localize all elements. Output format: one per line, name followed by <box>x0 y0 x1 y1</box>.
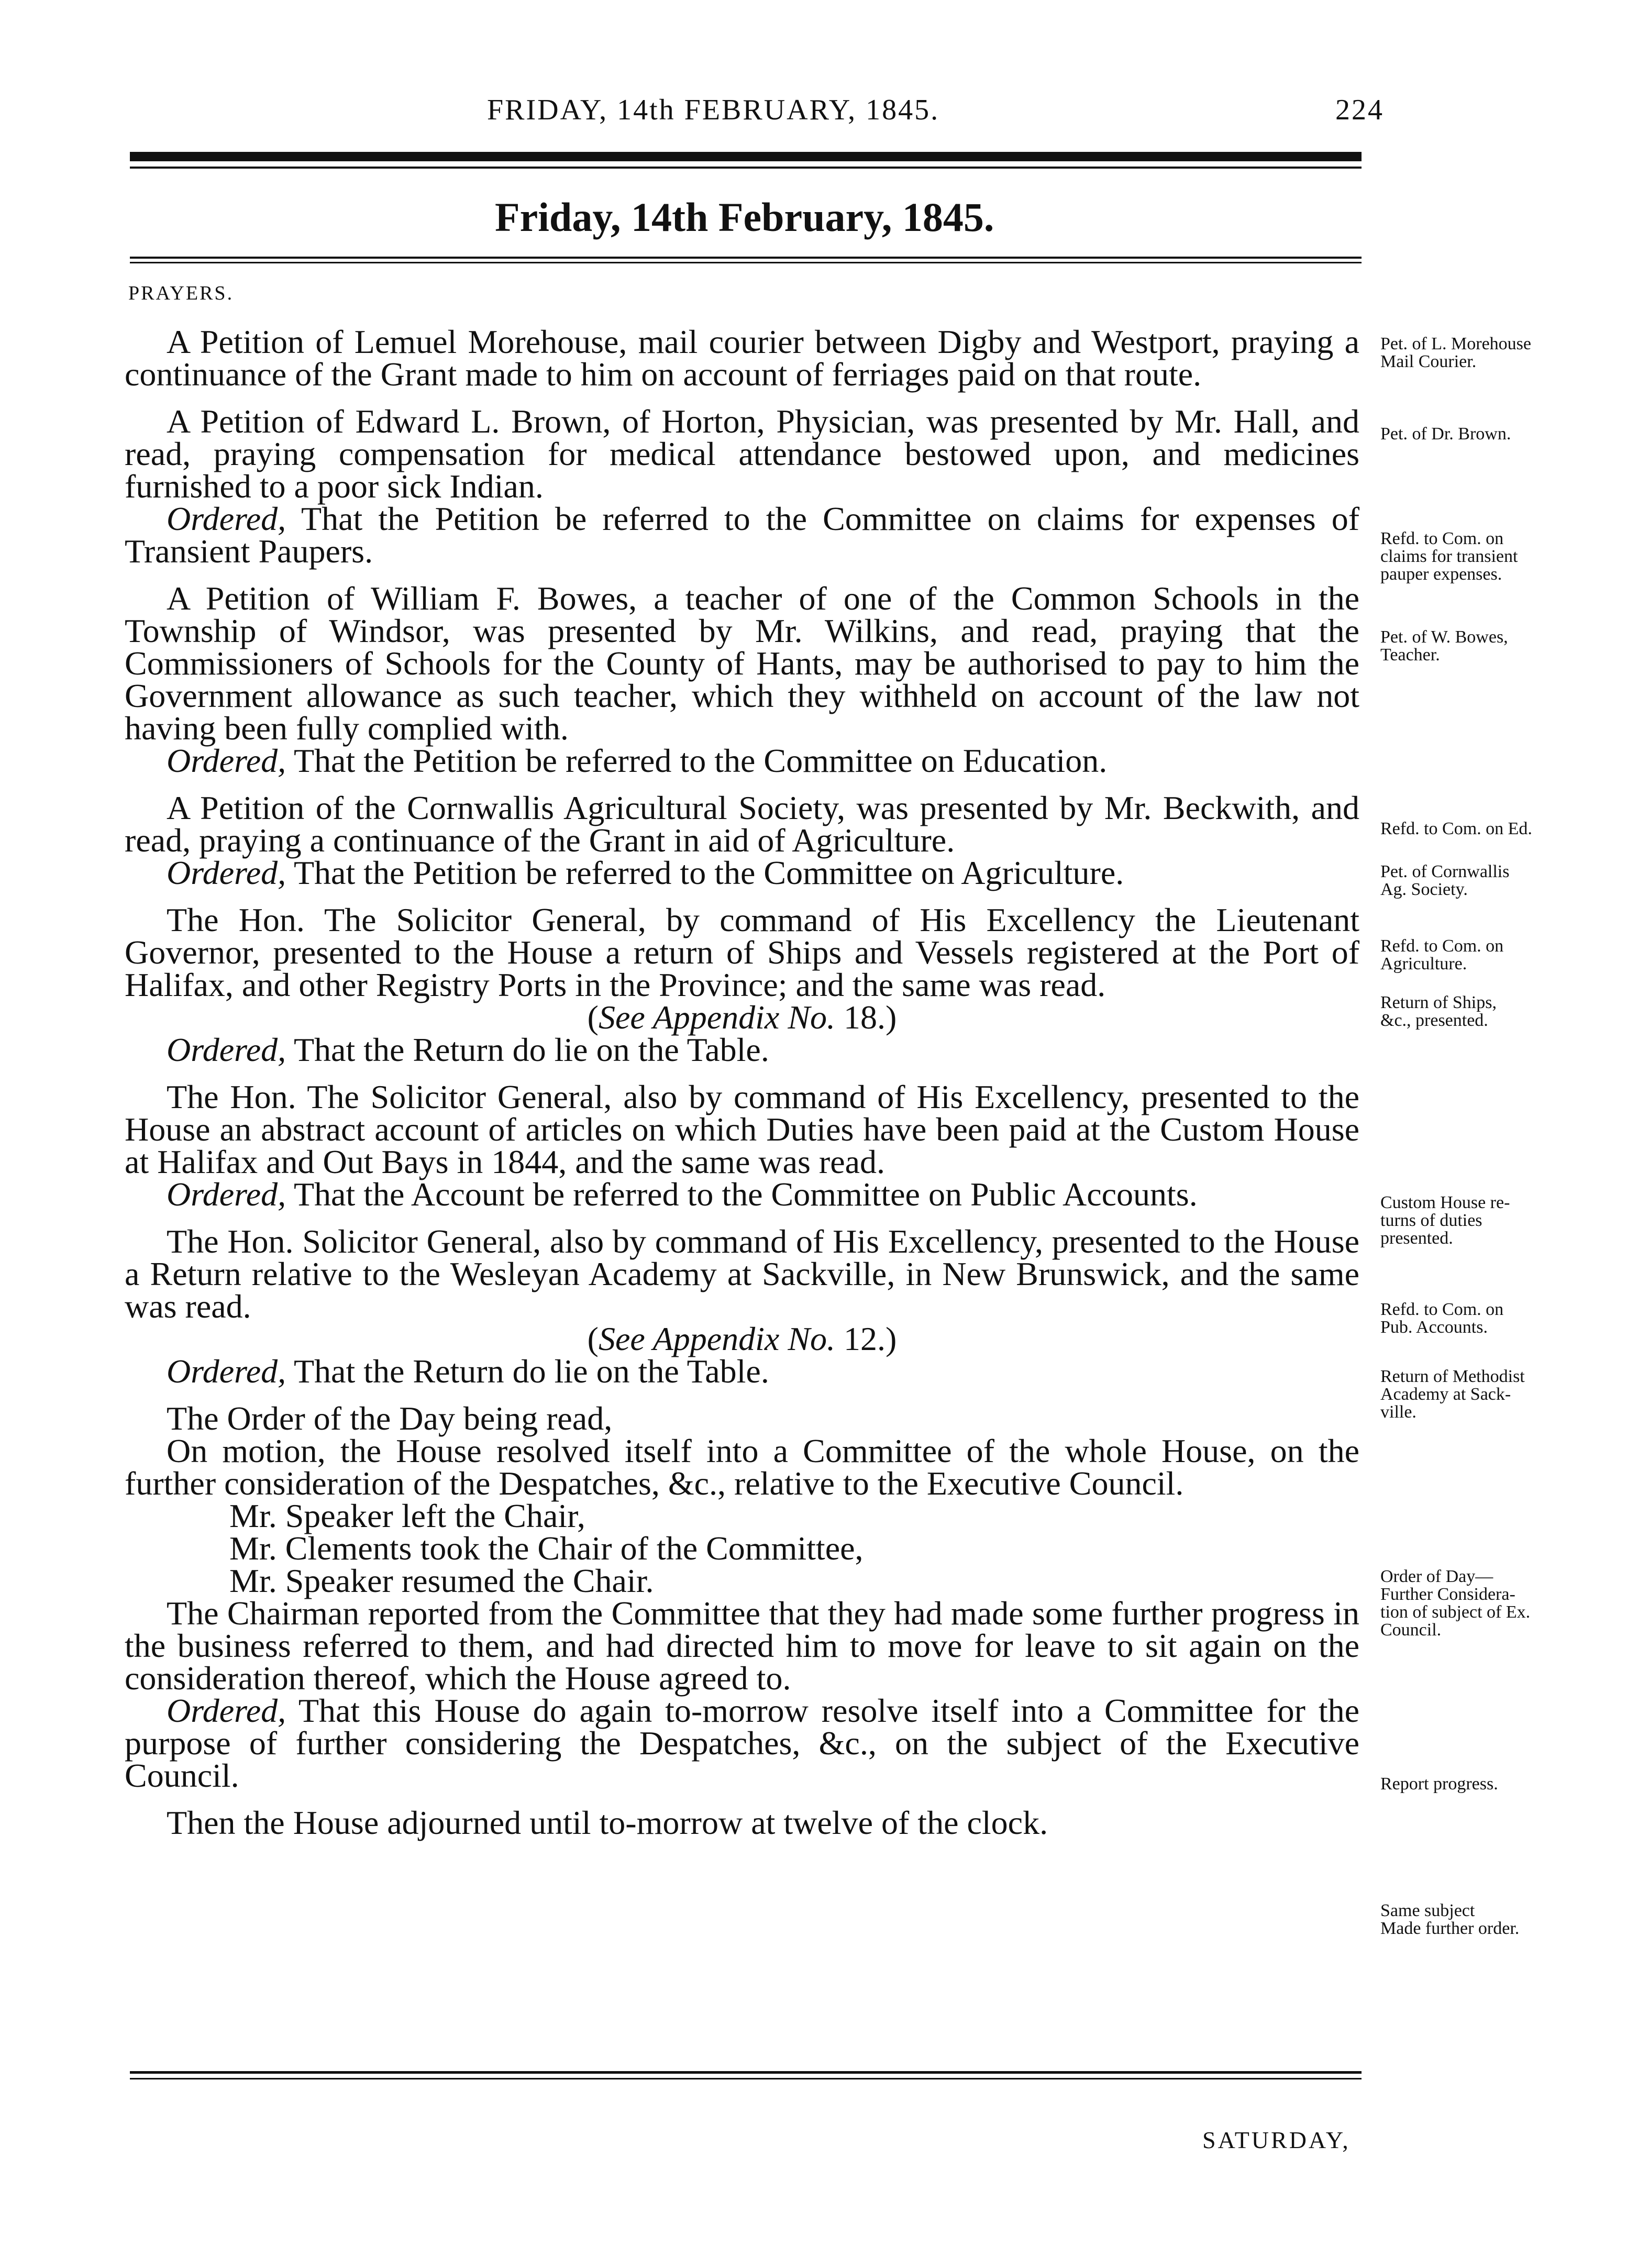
footer-rule-1 <box>130 2071 1362 2074</box>
margin-note-public-accounts: Refd. to Com. on Pub. Accounts. <box>1380 1300 1504 1337</box>
margin-note-custom-house: Custom House re- turns of duties presented. <box>1380 1193 1510 1248</box>
margin-note-wesleyan: Return of Methodist Academy at Sack- ville. <box>1380 1367 1525 1422</box>
title-rule-1 <box>130 257 1362 259</box>
page-number: 224 <box>1335 94 1384 126</box>
ordered-label: Ordered, <box>167 742 286 779</box>
ordered-committee-tomorrow <box>125 1692 1360 1794</box>
ordered-paupers <box>125 500 1360 570</box>
appendix-see: See Appendix <box>598 999 780 1036</box>
speaker-resumed-chair: Mr. Speaker resumed the Chair. <box>229 1562 654 1599</box>
catchword: SATURDAY, <box>1202 2127 1351 2153</box>
header-rule-thin <box>130 167 1362 169</box>
margin-note-education: Refd. to Com. on Ed. <box>1380 819 1532 838</box>
appendix-no: No. <box>788 1320 836 1357</box>
margin-note-ships: Return of Ships, &c., presented. <box>1380 993 1497 1030</box>
speaker-left-chair: Mr. Speaker left the Chair, <box>229 1497 585 1534</box>
paragraph-on-motion: On motion, the House resolved itself into a Committee of the whole House, on the further consideration of the Despatches, &c., relative to the Executive Council. <box>125 1432 1359 1502</box>
margin-note-morehouse: Pet. of L. Morehouse Mail Courier. <box>1380 334 1532 371</box>
paragraph-cornwallis-petition: A Petition of the Cornwallis Agricultural Society, was presented by Mr. Beckwith, and read, praying a continuance of the Grant in aid of Agriculture. <box>125 789 1359 859</box>
ordered-education <box>125 742 1359 779</box>
ordered-agriculture <box>125 854 1359 891</box>
ordered-table-2-text: That the Return do lie on the Table. <box>293 1353 769 1390</box>
ordered-education-text: That the Petition be referred to the Committee on Education. <box>293 742 1108 779</box>
ordered-committee-tomorrow-text: That this House do again to-morrow resolve itself into a Committee for the purpose of further considering the Despatches, &c., on the subject of the Executive Council. <box>125 1692 1360 1794</box>
margin-note-bowes: Pet. of W. Bowes, Teacher. <box>1380 627 1508 665</box>
ordered-label: Ordered, <box>167 854 286 891</box>
appendix-no: No. <box>788 999 836 1036</box>
paragraph-bowes-petition: A Petition of William F. Bowes, a teacher of one of the Common Schools in the Township of Windsor, was presented by Mr. Wilkins, and read, praying that the Commissioners of Schools for the County of Hants, may be authorised to pay to him the Government allowance as such teacher, which they withheld on account of the law not having been fully complied with. <box>125 580 1359 747</box>
paragraph-ships-return: The Hon. The Solicitor General, by command of His Excellency the Lieutenant Governor, presented to the House a return of Ships and Vessels registered at the Port of Halifax, and other Registry Ports in the Province; and the same was read. <box>125 901 1359 1003</box>
ordered-table-1 <box>125 1031 1359 1068</box>
clements-took-chair: Mr. Clements took the Chair of the Committee, <box>229 1530 864 1567</box>
running-header: FRIDAY, 14th FEBRUARY, 1845. <box>487 94 940 126</box>
margin-note-paupers: Refd. to Com. on claims for transient pauper expenses. <box>1380 529 1518 584</box>
margin-note-same-subject: Same subject Made further order. <box>1380 1901 1520 1938</box>
appendix-see: See Appendix <box>598 1320 780 1357</box>
paragraph-wesleyan-academy: The Hon. Solicitor General, also by command of His Excellency, presented to the House a Return relative to the Wesleyan Academy at Sackville, in New Brunswick, and the same was read. <box>125 1223 1359 1325</box>
ordered-label: Ordered, <box>167 1353 286 1390</box>
ordered-agriculture-text: That the Petition be referred to the Committee on Agriculture. <box>293 854 1124 891</box>
page-title: Friday, 14th February, 1845. <box>495 194 994 240</box>
ordered-table-1-text: That the Return do lie on the Table. <box>293 1031 769 1068</box>
margin-note-brown: Pet. of Dr. Brown. <box>1380 424 1511 444</box>
margin-note-report-progress: Report progress. <box>1380 1774 1498 1794</box>
title-rule-2 <box>130 262 1362 263</box>
ordered-paupers-text: That the Petition be referred to the Committee on claims for expenses of Transient Paupers. <box>125 500 1360 570</box>
paragraph-chairman-report: The Chairman reported from the Committee that they had made some further progress in the business referred to them, and had directed him to move for leave to sit again on the consideration thereof, which the House agreed to. <box>125 1595 1359 1697</box>
paragraph-brown-petition: A Petition of Edward L. Brown, of Horton, Physician, was presented by Mr. Hall, and read, praying compensation for medical attendance bestowed upon, and medicines furnished to a poor sick Indian. <box>125 403 1359 505</box>
ordered-label: Ordered, <box>167 1031 286 1068</box>
ordered-label: Ordered, <box>167 1176 286 1213</box>
ordered-label: Ordered, <box>167 500 286 537</box>
appendix-ref-18: (See Appendix No. 18.) <box>587 999 897 1036</box>
ordered-label: Ordered, <box>167 1692 286 1729</box>
paragraph-order-of-day: The Order of the Day being read, <box>167 1400 613 1437</box>
header-rule-thick <box>130 152 1362 161</box>
proceedings-body <box>125 323 1360 1841</box>
footer-rule-2 <box>130 2078 1362 2079</box>
appendix-ref-12: (See Appendix No. 12.) <box>587 1320 897 1357</box>
prayers-heading: PRAYERS. <box>128 282 234 304</box>
margin-note-agriculture: Refd. to Com. on Agriculture. <box>1380 936 1504 973</box>
paragraph-adjourned: Then the House adjourned until to-morrow at twelve of the clock. <box>167 1804 1048 1841</box>
ordered-table-2 <box>125 1355 1359 1388</box>
ordered-public-accounts <box>125 1178 1359 1211</box>
appendix-num: 12.) <box>844 1320 897 1357</box>
appendix-num: 18.) <box>844 999 897 1036</box>
margin-note-cornwallis: Pet. of Cornwallis Ag. Society. <box>1380 862 1510 899</box>
paragraph-custom-house: The Hon. The Solicitor General, also by command of His Excellency, presented to the House an abstract account of articles on which Duties have been paid at the Custom House at Halifax and Out Bays in 1844, and the same was read. <box>125 1078 1359 1180</box>
margin-note-order-of-day: Order of Day— Further Considera- tion of subject of Ex. Council. <box>1380 1567 1531 1640</box>
ordered-public-accounts-text: That the Account be referred to the Committee on Public Accounts. <box>293 1176 1198 1213</box>
paragraph-morehouse-petition: A Petition of Lemuel Morehouse, mail courier between Digby and Westport, praying a continuance of the Grant made to him on account of ferriages paid on that route. <box>125 323 1359 393</box>
